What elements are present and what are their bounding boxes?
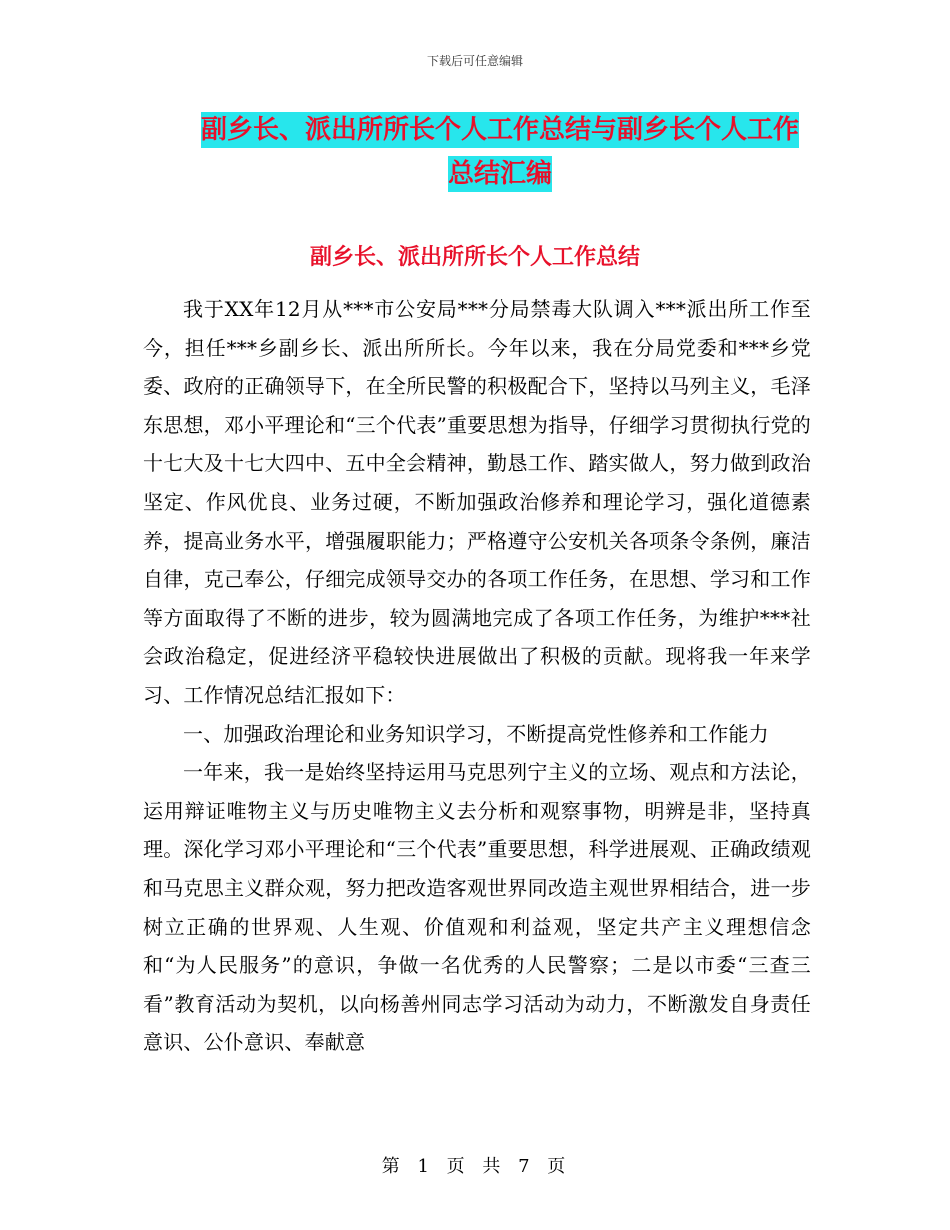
paragraph-heading-1: 一、加强政治理论和业务知识学习，不断提高党性修养和工作能力 xyxy=(183,721,769,746)
paragraph-body-1: 一年来，我一是始终坚持运用马克思列宁主义的立场、观点和方法论，运用辩证唯物主义与历史唯物主义去分析和观察事物，明辨是非，坚持真理。深化学习邓小平理论和“三个代表”重要思想，科学进展观、正确政绩观和马克思主义群众观，努力把改造客观世界同改造主观世界相结合，进一步树立正确的世界观、人生观、价值观和利益观，坚定共产主义理想信念和“为人民服务”的意识，争做一名优秀的人民警察；二是以市委“三查三看”教育活动为契机，以向杨善州同志学习活动为动力，不断激发自身责任意识、公仆意识、奉献意 xyxy=(143,760,811,1055)
document-title xyxy=(145,108,855,196)
page-footer: 第 1 页 共 7 页 xyxy=(381,1156,569,1177)
header-note: 下载后可任意编辑 xyxy=(426,54,523,68)
section-subtitle: 副乡长、派出所所长个人工作总结 xyxy=(309,245,640,270)
body-text xyxy=(143,290,811,1062)
paragraph-intro: 我于XX年12月从***市公安局***分局禁毒大队调入***派出所工作至今，担任***乡副乡长、派出所所长。今年以来，我在分局党委和***乡党委、政府的正确领导下，在全所民警的积极配合下，坚持以马列主义，毛泽东思想，邓小平理论和“三个代表”重要思想为指导，仔细学习贯彻执行党的十七大及十七大四中、五中全会精神，勤恳工作、踏实做人，努力做到政治坚定、作风优良、业务过硬，不断加强政治修养和理论学习，强化道德素养，提高业务水平，增强履职能力；严格遵守公安机关各项条令条例，廉洁自律，克己奉公，仔细完成领导交办的各项工作任务，在思想、学习和工作等方面取得了不断的进步，较为圆满地完成了各项工作任务，为维护***社会政治稳定，促进经济平稳较快进展做出了积极的贡献。现将我一年来学习、工作情况总结汇报如下： xyxy=(143,297,811,707)
title-line-2: 总结汇编 xyxy=(448,156,552,192)
title-line-1: 副乡长、派出所所长个人工作总结与副乡长个人工作 xyxy=(201,112,799,148)
